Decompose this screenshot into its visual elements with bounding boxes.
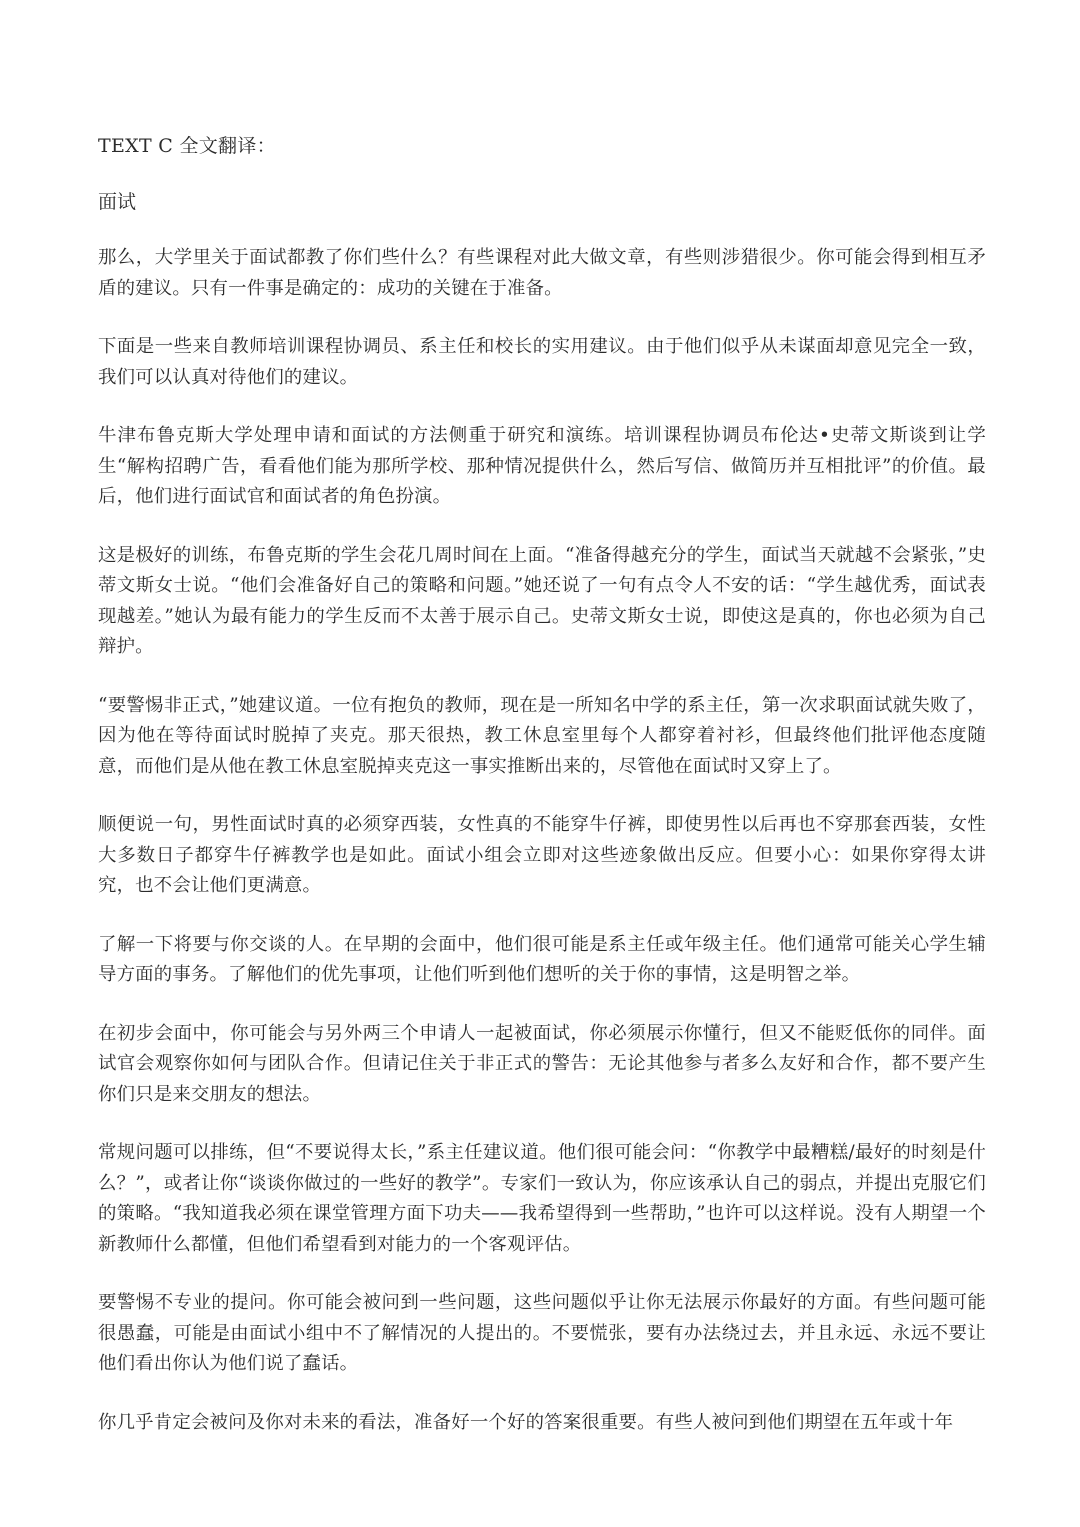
document-heading: TEXT C 全文翻译： [98,135,276,157]
article-title: 面试 [98,191,137,213]
paragraph-1: 那么，大学里关于面试都教了你们些什么？有些课程对此大做文章，有些则涉猎很少。你可能会得到相互矛盾的建议。只有一件事是确定的：成功的关键在于准备。 [98,247,986,299]
paragraph-4: 这是极好的训练，布鲁克斯的学生会花几周时间在上面。“准备得越充分的学生，面试当天就越不会紧张，”史蒂文斯女士说。“他们会准备好自己的策略和问题。”她还说了一句有点令人不安的话：“学生越优秀，面试表现越差。”她认为最有能力的学生反而不太善于展示自己。史蒂文斯女士说，即使这是真的，你也必须为自己辩护。 [98,544,986,657]
paragraph-6: 顺便说一句，男性面试时真的必须穿西装，女性真的不能穿牛仔裤，即使男性以后再也不穿那套西装，女性大多数日子都穿牛仔裤教学也是如此。面试小组会立即对这些迹象做出反应。但要小心：如果你穿得太讲究，也不会让他们更满意。 [98,814,986,896]
document-page [98,132,986,1438]
paragraph-8: 在初步会面中，你可能会与另外两三个申请人一起被面试，你必须展示你懂行，但又不能贬低你的同伴。面试官会观察你如何与团队合作。但请记住关于非正式的警告：无论其他参与者多么友好和合作，都不要产生你们只是来交朋友的想法。 [98,1022,986,1105]
paragraph-9: 常规问题可以排练，但“不要说得太长，”系主任建议道。他们很可能会问：“你教学中最糟糕/最好的时刻是什么？”，或者让你“谈谈你做过的一些好的教学”。专家们一致认为，你应该承认自己的弱点，并提出克服它们的策略。“我知道我必须在课堂管理方面下功夫——我希望得到一些帮助，”也许可以这样说。没有人期望一个新教师什么都懂，但他们希望看到对能力的一个客观评估。 [98,1142,986,1255]
paragraph-7: 了解一下将要与你交谈的人。在早期的会面中，他们很可能是系主任或年级主任。他们通常可能关心学生辅导方面的事务。了解他们的优先事项，让他们听到他们想听的关于你的事情，这是明智之举。 [98,933,986,985]
paragraph-2: 下面是一些来自教师培训课程协调员、系主任和校长的实用建议。由于他们似乎从未谋面却意见完全一致，我们可以认真对待他们的建议。 [98,336,986,388]
paragraph-3: 牛津布鲁克斯大学处理申请和面试的方法侧重于研究和演练。培训课程协调员布伦达•史蒂文斯谈到让学生“解构招聘广告，看看他们能为那所学校、那种情况提供什么，然后写信、做简历并互相批评”的价值。最后，他们进行面试官和面试者的角色扮演。 [98,425,986,507]
paragraph-5: “要警惕非正式，”她建议道。一位有抱负的教师，现在是一所知名中学的系主任，第一次求职面试就失败了，因为他在等待面试时脱掉了夹克。那天很热，教工休息室里每个人都穿着衬衫，但最终他们批评他态度随意，而他们是从他在教工休息室脱掉夹克这一事实推断出来的，尽管他在面试时又穿上了。 [98,694,986,777]
paragraph-10: 要警惕不专业的提问。你可能会被问到一些问题，这些问题似乎让你无法展示你最好的方面。有些问题可能很愚蠢，可能是由面试小组中不了解情况的人提出的。不要慌张，要有办法绕过去，并且永远、永远不要让他们看出你认为他们说了蠢话。 [98,1292,986,1374]
paragraph-11: 你几乎肯定会被问及你对未来的看法，准备好一个好的答案很重要。有些人被问到他们期望在五年或十年 [98,1411,954,1433]
